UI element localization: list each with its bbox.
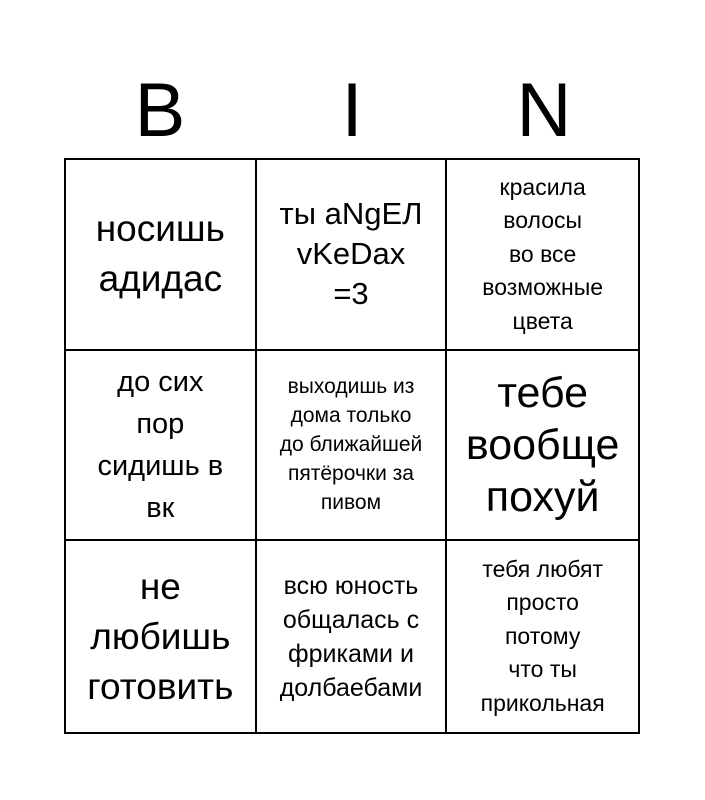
bingo-cell-text: носишь адидас — [95, 208, 225, 300]
bingo-cell-text: красила волосы во все возможные цвета — [482, 173, 604, 334]
bingo-cell-text: тебе вообще похуй — [465, 368, 620, 521]
bingo-cell-text: не любишь готовить — [87, 565, 234, 707]
bingo-cell-8[interactable] — [257, 541, 448, 732]
bingo-cell-text: ты aNgEЛ vKeDax =3 — [279, 196, 423, 312]
bingo-cell-2[interactable] — [257, 160, 448, 351]
bingo-cell-6[interactable] — [447, 351, 638, 542]
bingo-cell-5[interactable] — [257, 351, 448, 542]
bingo-cell-text: тебя любят просто потому что ты прикольная — [480, 555, 605, 716]
bingo-cell-9[interactable] — [447, 541, 638, 732]
bingo-cell-7[interactable] — [66, 541, 257, 732]
title-letter-i: I — [341, 68, 363, 153]
bingo-cell-text: выходишь из дома только до ближайшей пятёрочки за пивом — [279, 375, 423, 515]
title-letter-n: N — [516, 68, 572, 153]
bingo-cell-text: всю юность общалась с фриками и долбаебами — [279, 571, 423, 702]
title-letter-b: B — [134, 68, 186, 153]
bingo-cell-1[interactable] — [66, 160, 257, 351]
bingo-cell-text: до сих пор сидишь в вк — [97, 365, 224, 524]
bingo-cell-4[interactable] — [66, 351, 257, 542]
bingo-title — [64, 62, 640, 160]
bingo-grid — [64, 158, 640, 734]
bingo-cell-3[interactable] — [447, 160, 638, 351]
